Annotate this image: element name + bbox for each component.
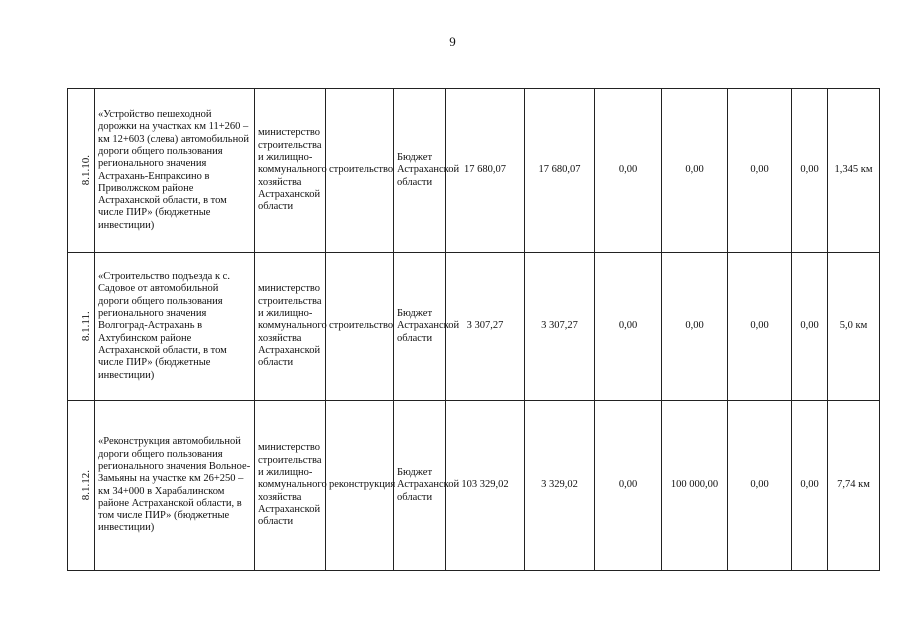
volume-cell: 5,0 км bbox=[828, 253, 880, 401]
event-name-cell: «Устройство пешеходной дорожки на участках км 11+260 – км 12+603 (слева) автомобильной дороги общего пользования регионального значения Астрахань-Енпраксино в Приволжском районе Астраханской области, в том числе ПИР» (бюджетные инвестиции) bbox=[95, 89, 255, 253]
amount-cell: 0,00 bbox=[728, 401, 792, 571]
amount-cell: 0,00 bbox=[792, 253, 828, 401]
funding-source-cell: Бюджет Астраханской области bbox=[394, 253, 446, 401]
page-number: 9 bbox=[449, 34, 456, 49]
amount-cell: 0,00 bbox=[792, 89, 828, 253]
table-row bbox=[68, 89, 880, 253]
table-row bbox=[68, 253, 880, 401]
amount-cell: 0,00 bbox=[662, 253, 728, 401]
executor-cell: министерство строительства и жилищно-коммунального хозяйства Астраханской области bbox=[255, 89, 326, 253]
event-name-cell: «Строительство подъезда к с. Садовое от автомобильной дороги общего пользования регионального значения Волгоград-Астрахань в Ахтубинском районе Астраханской области, в том числе ПИР» (бюджетные инвестиции) bbox=[95, 253, 255, 401]
executor-cell: министерство строительства и жилищно-коммунального хозяйства Астраханской области bbox=[255, 253, 326, 401]
row-number-cell bbox=[68, 401, 95, 571]
amount-cell: 0,00 bbox=[728, 89, 792, 253]
amount-cell: 0,00 bbox=[595, 253, 662, 401]
total-amount-cell: 103 329,02 bbox=[446, 401, 525, 571]
row-number: 8.1.12. bbox=[79, 469, 92, 501]
row-number: 8.1.10. bbox=[79, 154, 92, 186]
amount-cell: 3 307,27 bbox=[525, 253, 595, 401]
row-number-cell bbox=[68, 253, 95, 401]
amount-cell: 3 329,02 bbox=[525, 401, 595, 571]
executor-cell: министерство строительства и жилищно-коммунального хозяйства Астраханской области bbox=[255, 401, 326, 571]
table-row bbox=[68, 401, 880, 571]
total-amount-cell: 3 307,27 bbox=[446, 253, 525, 401]
funding-source-cell: Бюджет Астраханской области bbox=[394, 89, 446, 253]
volume-cell: 1,345 км bbox=[828, 89, 880, 253]
amount-cell: 0,00 bbox=[662, 89, 728, 253]
program-table bbox=[67, 88, 880, 571]
amount-cell: 17 680,07 bbox=[525, 89, 595, 253]
amount-cell: 0,00 bbox=[595, 89, 662, 253]
volume-cell: 7,74 км bbox=[828, 401, 880, 571]
total-amount-cell: 17 680,07 bbox=[446, 89, 525, 253]
amount-cell: 0,00 bbox=[595, 401, 662, 571]
row-number: 8.1.11. bbox=[79, 311, 92, 341]
work-type-cell: строительство bbox=[326, 253, 394, 401]
amount-cell: 0,00 bbox=[792, 401, 828, 571]
row-number-cell bbox=[68, 89, 95, 253]
work-type-cell: строительство bbox=[326, 89, 394, 253]
event-name-cell: «Реконструкция автомобильной дороги общего пользования регионального значения Вольное-Замьяны на участке км 26+250 – км 34+000 в Харабалинском районе Астраханской области, в том числе ПИР» (бюджетные инвестиции) bbox=[95, 401, 255, 571]
amount-cell: 0,00 bbox=[728, 253, 792, 401]
amount-cell: 100 000,00 bbox=[662, 401, 728, 571]
work-type-cell: реконструкция bbox=[326, 401, 394, 571]
funding-source-cell: Бюджет Астраханской области bbox=[394, 401, 446, 571]
